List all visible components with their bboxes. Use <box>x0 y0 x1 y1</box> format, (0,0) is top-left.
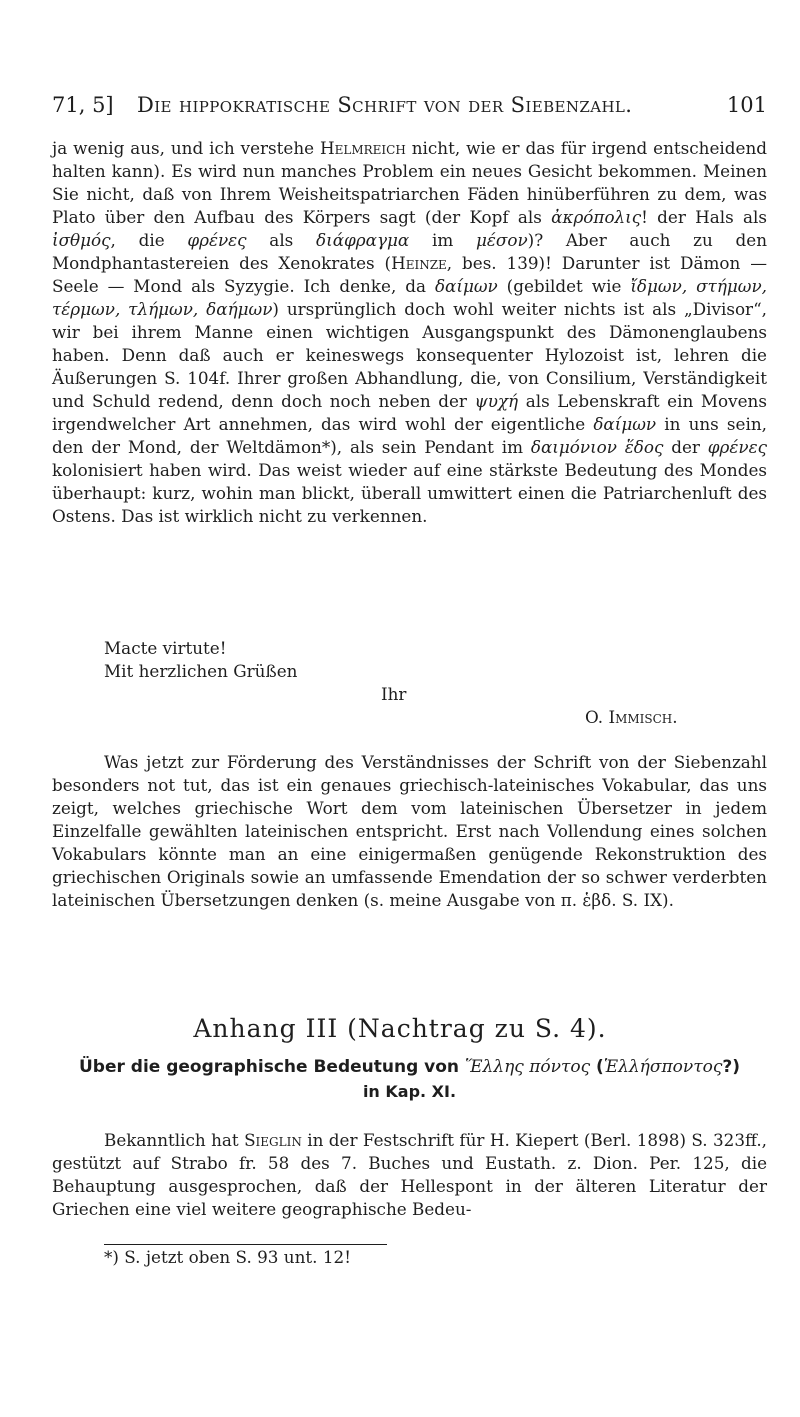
appendix-paragraph: Bekanntlich hat Sieglin in der Festschrift für H. Kiepert (Berl. 1898) S. 323ff., gestützt auf Strabo fr. 58 des 7. Buches und Eustath. z. Dion. Per. 125, die Behauptung ausgesprochen, daß der Hellespont in der älteren Literatur der Griechen eine viel weitere geographische Bedeu- <box>52 1130 768 1219</box>
page-number: 101 <box>726 93 767 117</box>
signature: O. Immisch. <box>585 707 678 727</box>
letter-greeting: Mit herzlichen Grüßen <box>104 661 298 681</box>
appendix-subheading: Über die geographische Bedeutung von Ἕλλης πόντος (Ἑλλήσποντος?) <box>78 1057 741 1077</box>
author-name: Helmreich <box>319 138 406 158</box>
section-reference: 71, 5] <box>52 93 114 117</box>
greek-term: ἀκρόπολις <box>551 207 642 227</box>
body-paragraph: Was jetzt zur Förderung des Verständnisses der Schrift von der Siebenzahl besonders not tut, das ist ein genaues griechisch-lateinisches Vokabular, das uns zeigt, welches griechische Wort dem vom lateinischen Übersetzer in jedem Einzelfalle gewählten lateinischen entspricht. Erst nach Vollendung eines solchen Vokabulars könnte man an eine einigermaßen genügende Rekonstruktion des griechischen Originals sowie an umfassende Emendation der so schwer verderbten lateinischen Übersetzungen denken (s. meine Ausgabe von π. ἑβδ. S. IX). <box>52 752 767 910</box>
greek-term: ἰσθμός <box>52 230 111 250</box>
running-header <box>52 89 767 121</box>
greek-term: δαίμων <box>434 276 498 296</box>
greek-term: Ἕλλης πόντος <box>464 1057 591 1077</box>
greek-term: φρένες <box>187 230 247 250</box>
greek-term: δαιμόνιον ἕδος <box>530 437 664 457</box>
appendix-subheading-line2: in Kap. XI. <box>362 1082 457 1101</box>
letter-ihr: Ihr <box>381 684 407 704</box>
greek-term: μέσον <box>475 230 528 250</box>
letter-paragraph: ja wenig aus, und ich verstehe Helmreich nicht, wie er das für irgend entscheidend halten kann). Es wird nun manches Problem ein neues Gesicht bekommen. Meinen Sie nicht, daß von Ihrem Weisheitspatriarchen Fäden hinüberführen zu dem, was Plato über den Aufbau des Körpers sagt (der Kopf als ἀκρόπολις! der Hals als ἰσθμός, die φρένες als διάφραγμα im μέσον)? Aber auch zu den Mondphantastereien des Xenokrates (Heinze, bes. 139)! Darunter ist Dämon — Seele — Mond als Syzygie. Ich denke, da δαίμων (gebildet wie ἴδμων, στήμων, τέρμων, τλήμων, δαήμων) ursprünglich doch wohl weiter nichts ist als „Divisor“, wir bei ihrem Manne einen wichtigen Ausgangspunkt des Dämonenglaubens haben. Denn daß auch er keineswegs konsequenter Hylozoist ist, lehren die Äußerungen S. 104f. Ihrer großen Abhandlung, die, von Consilium, Verständigkeit und Schuld redend, denn doch noch neben der ψυχή als Lebenskraft ein Movens irgendwelcher Art annehmen, das wird wohl der eigentliche δαίμων in uns sein, den der Mond, der Weltdämon*), als sein Pendant im δαιμόνιον ἕδος der φρένες kolonisiert haben wird. Das weist wieder auf eine stärkste Bedeutung des Mondes überhaupt: kurz, wohin man blickt, überall umwittert einen die Patriarchenluft des Ostens. Das ist wirklich nicht zu verkennen. <box>52 138 768 526</box>
greek-term: ἴδμων, στήμων, τέρμων, τλήμων, δαήμων <box>52 276 768 319</box>
greek-term: Ἑλλήσποντος <box>603 1057 723 1077</box>
appendix-heading: Anhang III (Nachtrag zu S. 4). <box>193 1014 607 1043</box>
greek-term: φρένες <box>707 437 767 457</box>
author-name: Sieglin <box>244 1130 302 1150</box>
footnote-rule <box>104 1244 387 1245</box>
greek-term: δαίμων <box>593 414 657 434</box>
footnote: *) S. jetzt oben S. 93 unt. 12! <box>104 1247 351 1267</box>
running-title: Die hippokratische Schrift von der Siebenzahl. <box>137 93 633 117</box>
greek-term: ψυχή <box>474 391 519 411</box>
greek-term: διάφραγμα <box>316 230 410 250</box>
author-name: Heinze <box>391 253 447 273</box>
letter-closing: Macte virtute! <box>104 638 227 658</box>
